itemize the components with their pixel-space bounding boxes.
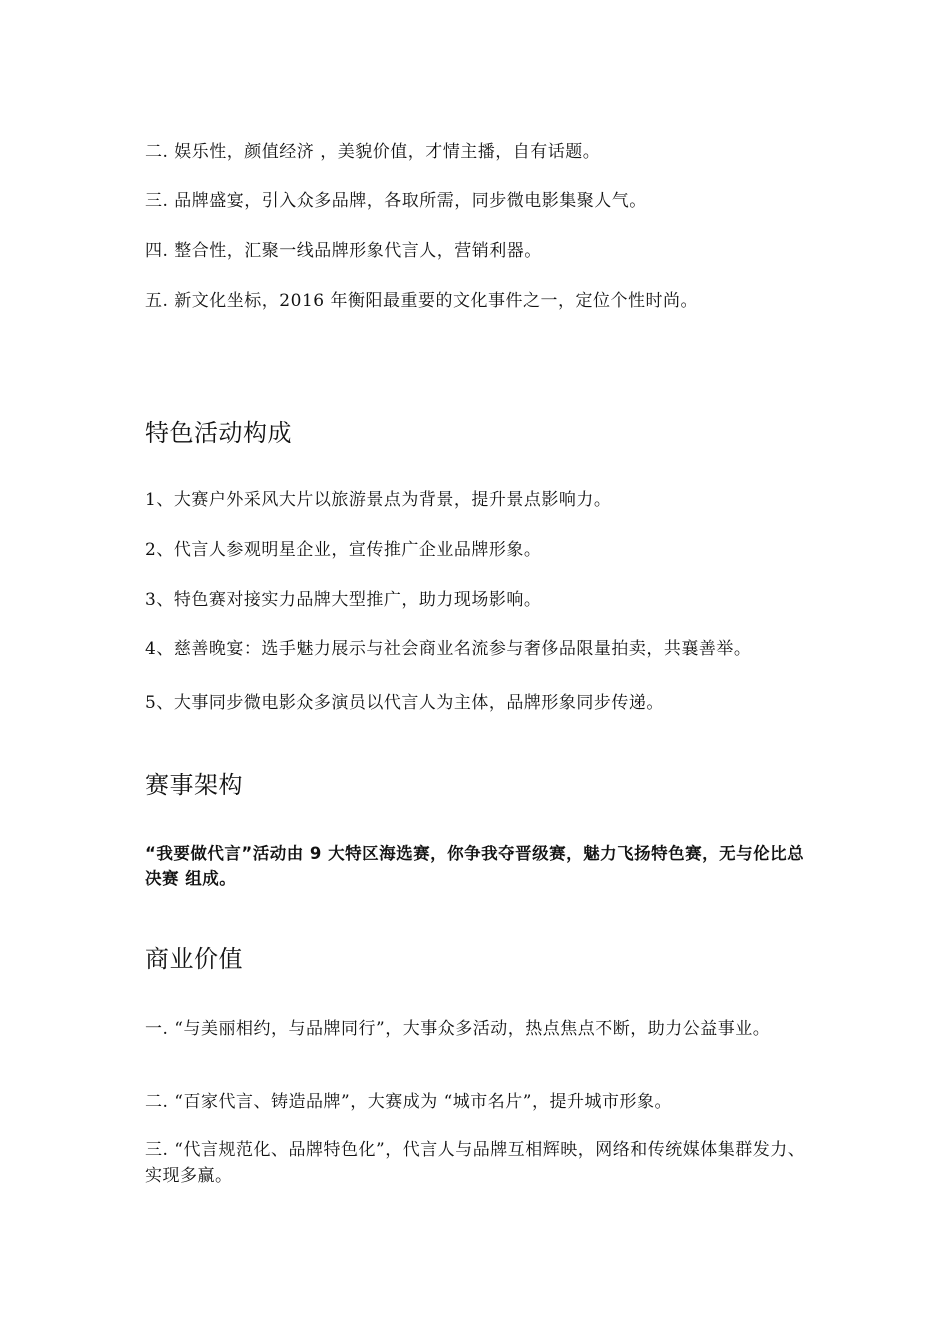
value-item: 一. “与美丽相约，与品牌同行”，大事众多活动，热点焦点不断，助力公益事业。 xyxy=(145,1019,771,1039)
intro-item: 三. 品牌盛宴，引入众多品牌，各取所需，同步微电影集聚人气。 xyxy=(145,191,647,211)
features-heading: 特色活动构成 xyxy=(145,419,292,447)
feature-item: 4、慈善晚宴：选手魅力展示与社会商业名流参与奢侈品限量拍卖，共襄善举。 xyxy=(145,639,752,659)
intro-item: 二. 娱乐性，颜值经济 ，美貌价值，才情主播，自有话题。 xyxy=(145,142,601,162)
feature-item: 3、特色赛对接实力品牌大型推广，助力现场影响。 xyxy=(145,590,542,610)
feature-item: 2、代言人参观明星企业，宣传推广企业品牌形象。 xyxy=(145,540,542,560)
intro-item: 四. 整合性，汇聚一线品牌形象代言人，营销利器。 xyxy=(145,241,542,261)
value-heading: 商业价值 xyxy=(145,945,243,973)
feature-item: 5、大事同步微电影众多演员以代言人为主体，品牌形象同步传递。 xyxy=(145,693,664,713)
feature-item: 1、大赛户外采风大片以旅游景点为背景，提升景点影响力。 xyxy=(145,490,612,510)
value-item: 二. “百家代言、铸造品牌”，大赛成为 “城市名片”，提升城市形象。 xyxy=(145,1092,672,1112)
structure-heading: 赛事架构 xyxy=(145,771,243,799)
structure-text: “我要做代言”活动由 9 大特区海选赛，你争我夺晋级赛，魅力飞扬特色赛，无与伦比总决赛 组成。 xyxy=(145,844,805,888)
intro-item: 五. 新文化坐标，2016 年衡阳最重要的文化事件之一，定位个性时尚。 xyxy=(145,291,698,311)
value-item: 三. “代言规范化、品牌特色化”，代言人与品牌互相辉映，网络和传统媒体集群发力、实现多赢。 xyxy=(145,1140,806,1186)
